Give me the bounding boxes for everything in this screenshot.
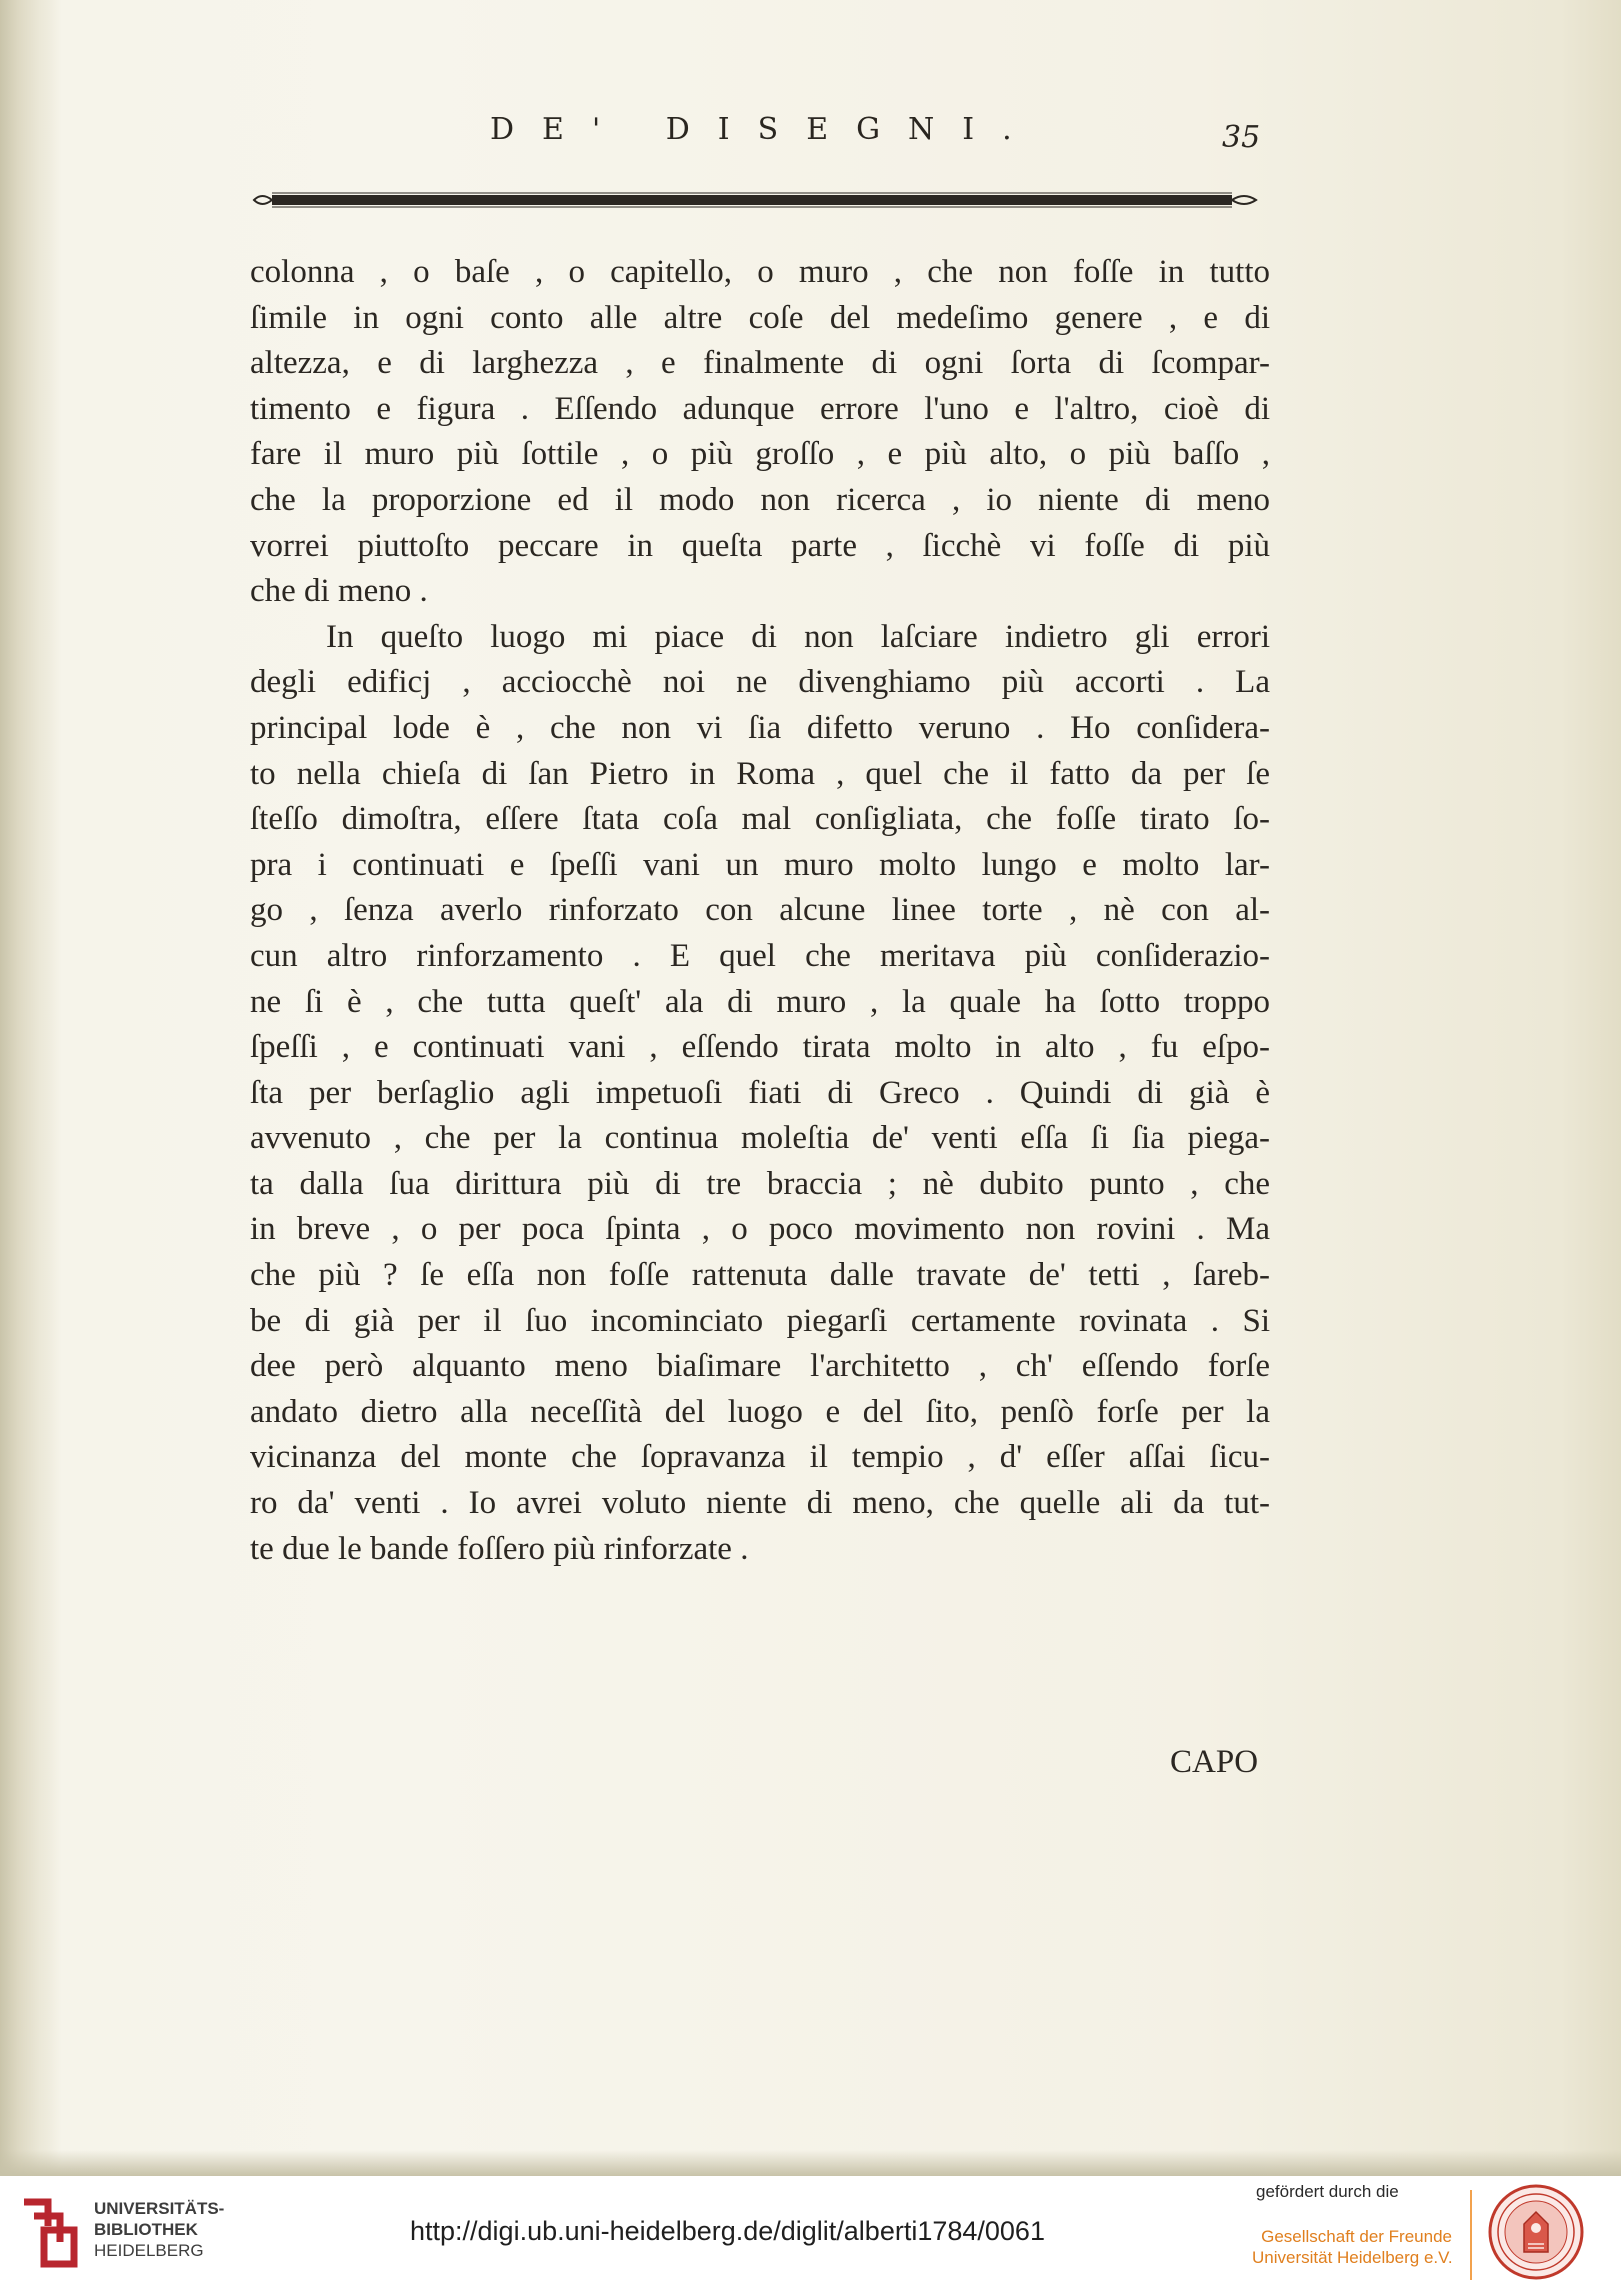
permalink-url[interactable]: http://digi.ub.uni-heidelberg.de/diglit/alberti1784/0061 xyxy=(410,2216,1045,2246)
text-line: fare il muro più ſottile , o più groſſo , e più alto, o più baſſo , xyxy=(250,436,1270,473)
text-line: dee però alquanto meno biaſimare l'architetto , ch' eſſendo forſe xyxy=(250,1348,1270,1385)
text-line: altezza, e di larghezza , e finalmente di ogni ſorta di ſcompar- xyxy=(250,345,1270,382)
text-line: che più ? ſe eſſa non foſſe rattenuta dalle travate de' tetti , ſareb- xyxy=(250,1257,1270,1294)
sponsor-divider xyxy=(1470,2190,1472,2280)
text-line: te due le bande foſſero più rinforzate . xyxy=(250,1530,749,1567)
text-line: in breve , o per poca ſpinta , o poco movimento non rovini . Ma xyxy=(250,1211,1270,1248)
text-line: pra i continuati e ſpeſſi vani un muro molto lungo e molto lar- xyxy=(250,846,1270,883)
library-name-line: HEIDELBERG xyxy=(94,2241,204,2260)
page-gutter-shadow xyxy=(0,0,62,2176)
text-line: go , ſenza averlo rinforzato con alcune linee torte , nè con al- xyxy=(250,892,1270,929)
text-line: principal lode è , che non vi ſia difetto veruno . Ho conſidera- xyxy=(250,709,1270,746)
text-line: ne ſi è , che tutta queſt' ala di muro , la quale ha ſotto troppo xyxy=(250,983,1270,1020)
university-seal-icon xyxy=(1486,2182,1586,2282)
text-line: ſta per berſaglio agli impetuoſi fiati di Greco . Quindi di già è xyxy=(250,1074,1270,1111)
sponsor-label: gefördert durch die xyxy=(1256,2182,1399,2201)
text-line: be di già per il ſuo incominciato piegarſi certamente rovinata . Si xyxy=(250,1302,1270,1339)
library-name xyxy=(94,2198,224,2261)
text-line: to nella chieſa di ſan Pietro in Roma , quel che il fatto da per ſe xyxy=(250,755,1270,792)
text-line: ſteſſo dimoſtra, eſſere ſtata coſa mal conſigliata, che foſſe tirato ſo- xyxy=(250,801,1270,838)
text-line: colonna , o baſe , o capitello, o muro , che non foſſe in tutto xyxy=(250,254,1270,290)
library-name-line: UNIVERSITÄTS- xyxy=(94,2199,225,2218)
sponsor-name-line: Gesellschaft der Freunde xyxy=(1261,2227,1452,2246)
text-line: che la proporzione ed il modo non ricerca , io niente di meno xyxy=(250,481,1270,518)
library-name-line: BIBLIOTHEK xyxy=(94,2220,198,2239)
text-line: degli edificj , acciocchè noi ne divenghiamo più accorti . La xyxy=(250,664,1270,701)
text-line: andato dietro alla neceſſità del luogo e del ſito, penſò forſe per la xyxy=(250,1393,1270,1430)
text-line: ſimile in ogni conto alle altre coſe del medeſimo genere , e di xyxy=(250,299,1270,336)
sponsor-name[interactable] xyxy=(1252,2226,1452,2268)
catchword: CAPO xyxy=(1170,1744,1259,1780)
running-head: DE' DISEGNI. xyxy=(490,112,1040,147)
library-logo-icon xyxy=(18,2196,82,2270)
footer-bar xyxy=(0,2176,1621,2291)
text-line: vorrei piuttoſto peccare in queſta parte , ſicchè vi foſſe di più xyxy=(250,527,1270,564)
text-line: In queſto luogo mi piace di non laſciare indietro gli errori xyxy=(326,618,1270,655)
text-line: che di meno . xyxy=(250,573,428,610)
page-edge-shadow xyxy=(0,2150,1621,2176)
text-line: avvenuto , che per la continua moleſtia de' venti eſſa ſi ſia piega- xyxy=(250,1120,1270,1157)
text-line: ta dalla ſua dirittura più di tre braccia ; nè dubito punto , che xyxy=(250,1165,1270,1202)
body-text xyxy=(250,250,1270,1572)
text-line: timento e figura . Eſſendo adunque errore l'uno e l'altro, cioè di xyxy=(250,390,1270,427)
text-line: cun altro rinforzamento . E quel che meritava più conſiderazio- xyxy=(250,937,1270,974)
text-line: ſpeſſi , e continuati vani , eſſendo tirata molto in alto , fu eſpo- xyxy=(250,1029,1270,1066)
page-number: 35 xyxy=(1222,120,1261,155)
sponsor-name-line: Universität Heidelberg e.V. xyxy=(1252,2248,1453,2267)
text-line: ro da' venti . Io avrei voluto niente di meno, che quelle ali da tut- xyxy=(250,1485,1270,1522)
text-line: vicinanza del monte che ſopravanza il tempio , d' eſſer aſſai ſicu- xyxy=(250,1439,1270,1476)
ornamental-rule xyxy=(248,190,1262,210)
